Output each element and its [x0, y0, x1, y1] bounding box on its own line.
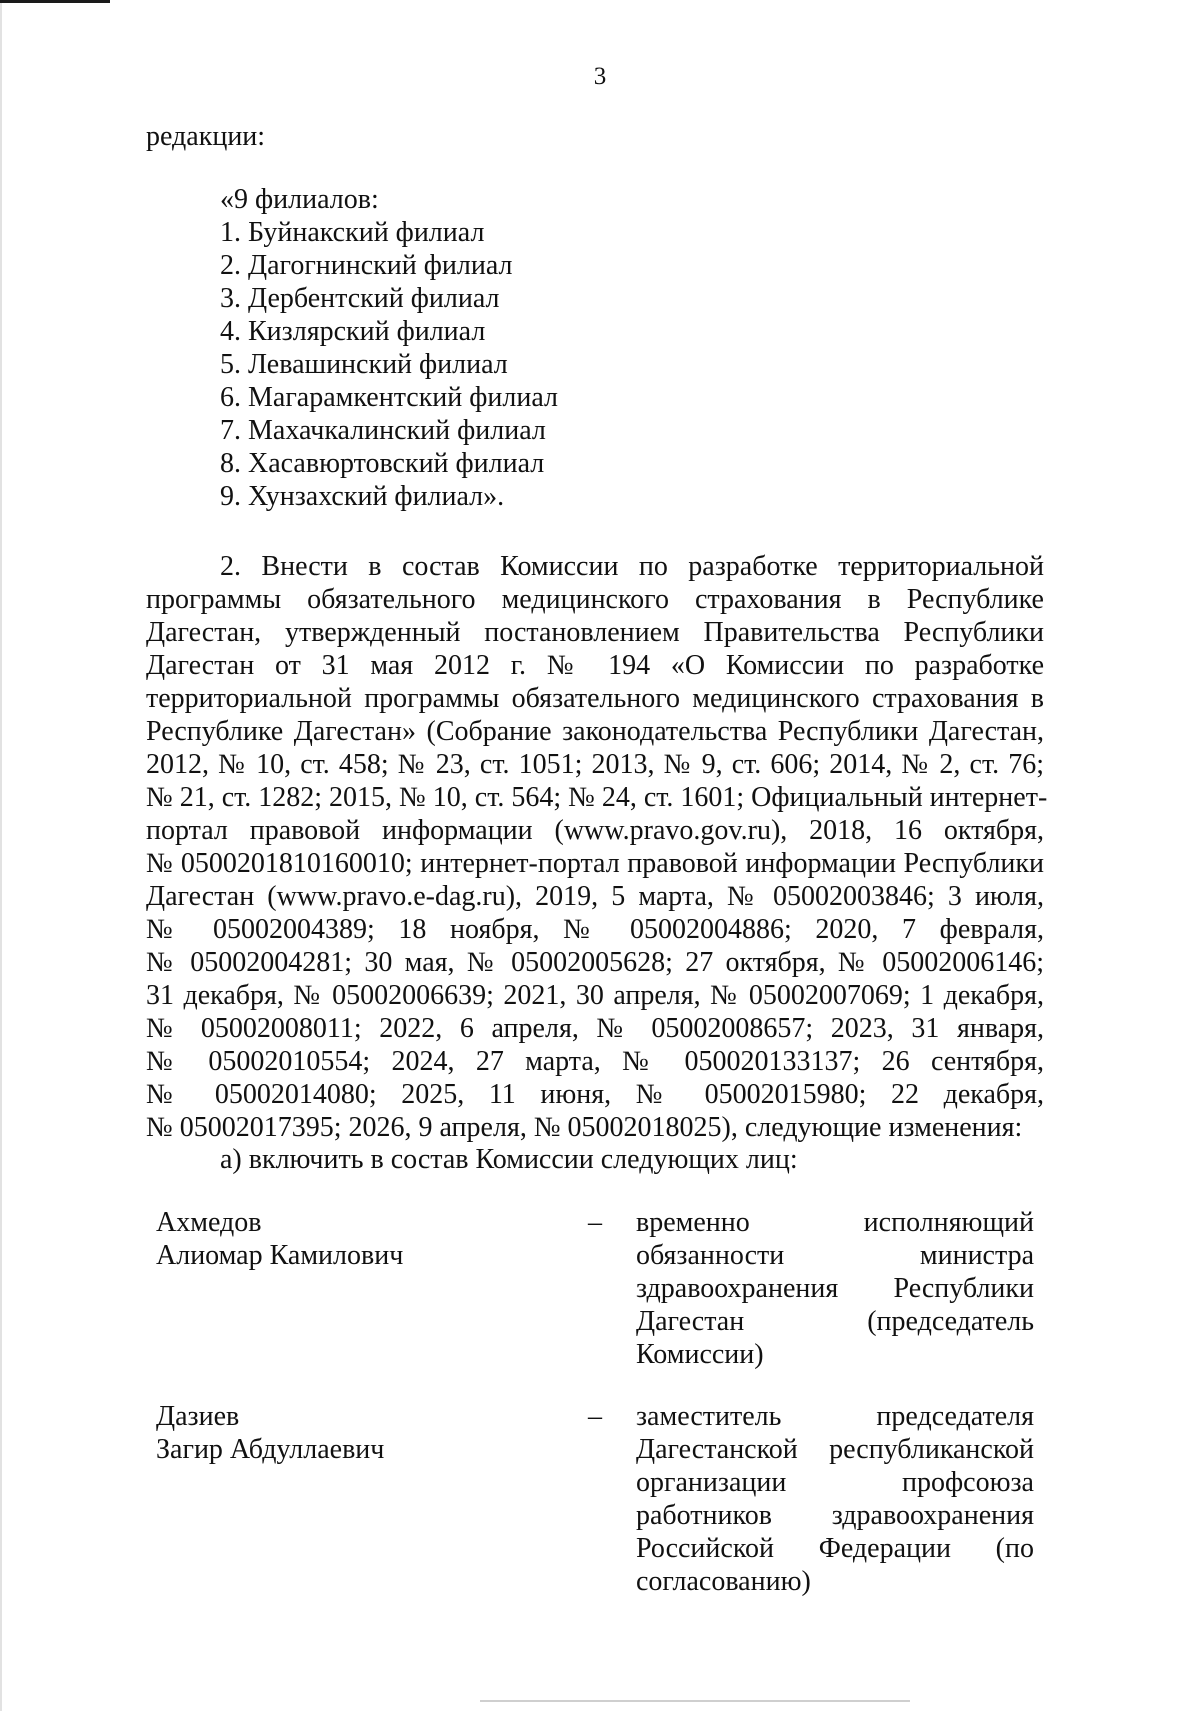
branch-item: 1. Буйнакский филиал: [220, 217, 485, 248]
paragraph-line: Республике Дагестан» (Собрание законодательства Республики Дагестан,: [146, 716, 1044, 747]
paragraph-line: портал правовой информации (www.pravo.gov.ru), 2018, 16 октября,: [146, 815, 1044, 846]
paragraph-line: Дагестан от 31 мая 2012 г. № 194 «О Комиссии по разработке: [146, 650, 1044, 681]
member-role-line: временно исполняющий: [636, 1207, 1034, 1238]
paragraph-line: № 05002010554; 2024, 27 марта, № 050020133137; 26 сентября,: [146, 1046, 1044, 1077]
scan-edge-bottom: [480, 1700, 910, 1702]
member-role-line: Российской Федерации (по: [636, 1533, 1034, 1564]
branch-item: 7. Махачкалинский филиал: [220, 415, 546, 446]
paragraph-line: № 05002004389; 18 ноября, № 05002004886; 2020, 7 февраля,: [146, 914, 1044, 945]
branch-item: 3. Дербентский филиал: [220, 283, 500, 314]
page-number: 3: [593, 63, 607, 90]
member-role-line: Дагестан (председатель: [636, 1306, 1034, 1337]
paragraph-line: № 05002008011; 2022, 6 апреля, № 05002008657; 2023, 31 января,: [146, 1013, 1044, 1044]
paragraph-line: территориальной программы обязательного медицинского страхования в: [146, 683, 1044, 714]
member-name: [156, 1400, 384, 1466]
member-role-line: согласованию): [636, 1566, 811, 1597]
paragraph-line: № 05002004281; 30 мая, № 05002005628; 27 октября, № 05002006146;: [146, 947, 1044, 978]
member-role-line: работников здравоохранения: [636, 1500, 1034, 1531]
member-role-line: организации профсоюза: [636, 1467, 1034, 1498]
branch-item: 2. Дагогнинский филиал: [220, 250, 513, 281]
paragraph-line: № 05002017395; 2026, 9 апреля, № 05002018025), следующие изменения:: [146, 1112, 1023, 1143]
member-name: [156, 1206, 403, 1272]
paragraph-line: 2012, № 10, ст. 458; № 23, ст. 1051; 2013, № 9, ст. 606; 2014, № 2, ст. 76;: [146, 749, 1044, 780]
branch-item: 6. Магарамкентский филиал: [220, 382, 559, 413]
member-given-names: Алиомар Камилович: [156, 1240, 404, 1271]
member-dash: –: [588, 1207, 602, 1238]
member-role: [636, 1206, 1034, 1371]
paragraph-line: Дагестан, утвержденный постановлением Правительства Республики: [146, 617, 1044, 648]
member-role: [636, 1400, 1034, 1598]
member-role-line: заместитель председателя: [636, 1401, 1034, 1432]
branch-list-heading: «9 филиалов:: [220, 184, 379, 215]
branch-item: 5. Левашинский филиал: [220, 349, 508, 380]
paragraph-line: Дагестан (www.pravo.e-dag.ru), 2019, 5 марта, № 05002003846; 3 июля,: [146, 881, 1044, 912]
branch-list: [220, 183, 558, 513]
member-surname: Дазиев: [156, 1401, 240, 1432]
scan-edge-left: [0, 0, 2, 1711]
branch-item: 9. Хунзахский филиал».: [220, 481, 505, 512]
paragraph-line: 2. Внести в состав Комиссии по разработке территориальной: [220, 551, 1044, 582]
member-role-line: Комиссии): [636, 1339, 764, 1370]
intro-fragment: редакции:: [146, 121, 266, 152]
paragraph-line: № 21, ст. 1282; 2015, № 10, ст. 564; № 24, ст. 1601; Официальный интернет-: [146, 782, 1048, 813]
member-role-line: обязанности министра: [636, 1240, 1034, 1271]
member-role-line: Дагестанской республиканской: [636, 1434, 1034, 1465]
subitem-a: а) включить в состав Комиссии следующих лиц:: [220, 1144, 798, 1175]
paragraph-line: № 0500201810160010; интернет-портал правовой информации Республики: [146, 848, 1044, 879]
paragraph-line: 31 декабря, № 05002006639; 2021, 30 апреля, № 05002007069; 1 декабря,: [146, 980, 1044, 1011]
member-dash: –: [588, 1401, 602, 1432]
branch-item: 4. Кизлярский филиал: [220, 316, 486, 347]
member-surname: Ахмедов: [156, 1207, 262, 1238]
member-role-line: здравоохранения Республики: [636, 1273, 1034, 1304]
member-given-names: Загир Абдуллаевич: [156, 1434, 385, 1465]
scan-mark-top: [0, 0, 110, 3]
paragraph-line: № 05002014080; 2025, 11 июня, № 05002015980; 22 декабря,: [146, 1079, 1044, 1110]
paragraph-line: программы обязательного медицинского страхования в Республике: [146, 584, 1044, 615]
branch-item: 8. Хасавюртовский филиал: [220, 448, 545, 479]
